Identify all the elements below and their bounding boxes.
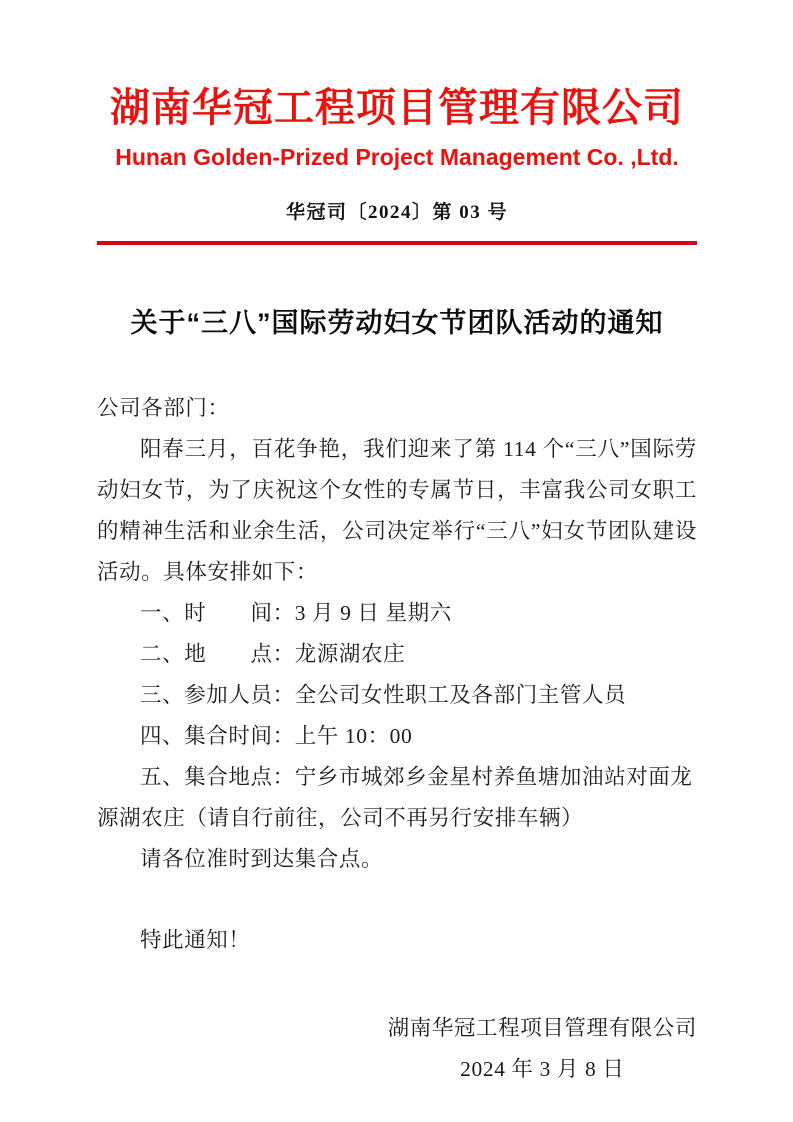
item-participants: 三、参加人员：全公司女性职工及各部门主管人员 bbox=[140, 683, 627, 707]
signature-area bbox=[97, 1008, 697, 1090]
company-name-chinese: 湖南华冠工程项目管理有限公司 bbox=[110, 86, 684, 130]
letterhead bbox=[97, 85, 697, 245]
signature-company: 湖南华冠工程项目管理有限公司 bbox=[387, 1016, 697, 1040]
item-assembly-time: 四、集合时间：上午 10：00 bbox=[140, 724, 413, 748]
letterhead-divider bbox=[97, 241, 697, 245]
company-name-english: Hunan Golden-Prized Project Management Co. ,Ltd. bbox=[115, 144, 679, 170]
item-time: 一、时 间：3 月 9 日 星期六 bbox=[140, 601, 452, 625]
notice-title: 关于“三八”国际劳动妇女节团队活动的通知 bbox=[130, 308, 664, 338]
notice-body bbox=[97, 388, 697, 961]
closing-line: 特此通知！ bbox=[140, 928, 251, 952]
item-assembly-place: 五、集合地点：宁乡市城郊乡金星村养鱼塘加油站对面龙源湖农庄（请自行前往，公司不再另行安排车辆） bbox=[97, 765, 693, 830]
signature-block bbox=[388, 1008, 697, 1090]
signature-date: 2024 年 3 月 8 日 bbox=[460, 1057, 625, 1081]
reminder-line: 请各位准时到达集合点。 bbox=[140, 847, 384, 871]
item-place: 二、地 点：龙源湖农庄 bbox=[140, 642, 406, 666]
document-number: 华冠司〔2024〕第 03 号 bbox=[285, 202, 508, 223]
intro-paragraph: 阳春三月，百花争艳，我们迎来了第 114 个“三八”国际劳动妇女节，为了庆祝这个女性的专属节日，丰富我公司女职工的精神生活和业余生活，公司决定举行“三八”妇女节团队建设活动。具体安排如下： bbox=[97, 437, 697, 584]
salutation: 公司各部门： bbox=[97, 396, 230, 420]
